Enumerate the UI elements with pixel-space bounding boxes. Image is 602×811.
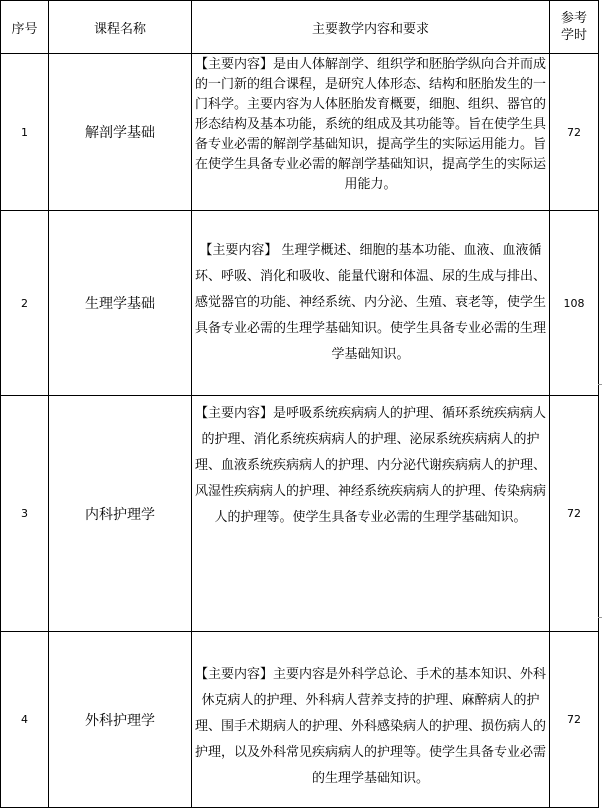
table-row: [1, 211, 599, 396]
table-row: [1, 632, 599, 808]
header-hours: [550, 1, 599, 54]
course-content: 【主要内容】是由人体解剖学、组织学和胚胎学纵向合并而成的一门新的组合课程，是研究人体形态、结构和胚胎发生的一门科学。主要内容为人体胚胎发育概要，细胞、组织、器官的形态结构及基本功能，系统的组成及其功能等。旨在使学生具备专业必需的解剖学基础知识，提高学生的实际运用能力。旨在使学生具备专业必需的解剖学基础知识，提高学生的实际运用能力。: [194, 57, 546, 192]
course-hours: 108: [550, 211, 599, 396]
course-name: 解剖学基础: [49, 54, 192, 211]
header-content: 主要教学内容和要求: [192, 1, 550, 54]
header-hours-line1: 参考: [560, 11, 587, 26]
row-number: 2: [1, 211, 49, 396]
table-header-row: [1, 1, 599, 54]
course-hours: 72: [550, 54, 599, 211]
course-hours: 72: [550, 396, 599, 632]
table-edge-mark: [598, 617, 602, 618]
course-name: 外科护理学: [49, 632, 192, 808]
course-content: 【主要内容】 生理学概述、细胞的基本功能、血液、血液循环、呼吸、消化和吸收、能量代谢和体温、尿的生成与排出、感觉器官的功能、神经系统、内分泌、生殖、衰老等，使学生具备专业必需的生理学基础知识。使学生具备专业必需的生理学基础知识。: [194, 243, 546, 362]
header-no: 序号: [1, 1, 49, 54]
row-number: 4: [1, 632, 49, 808]
course-name: 内科护理学: [49, 396, 192, 632]
table-edge-mark: [598, 384, 602, 385]
course-hours: 72: [550, 632, 599, 808]
course-content: 【主要内容】是呼吸系统疾病病人的护理、循环系统疾病病人的护理、消化系统疾病病人的护理、泌尿系统疾病病人的护理、血液系统疾病病人的护理、内分泌代谢疾病病人的护理、风湿性疾病病人的护理、神经系统疾病病人的护理、传染病病人的护理等。使学生具备专业必需的生理学基础知识。: [194, 406, 546, 525]
table-row: [1, 396, 599, 632]
header-hours-line2: 学时: [560, 28, 587, 43]
course-content-cell: [192, 54, 550, 211]
course-content: 【主要内容】主要内容是外科学总论、手术的基本知识、外科休克病人的护理、外科病人营养支持的护理、麻醉病人的护理、围手术期病人的护理、外科感染病人的护理、损伤病人的护理，以及外科常见疾病病人的护理等。使学生具备专业必需的生理学基础知识。: [194, 666, 546, 786]
course-content-cell: [192, 632, 550, 808]
course-name: 生理学基础: [49, 211, 192, 396]
course-content-cell: [192, 396, 550, 632]
header-course-name: 课程名称: [49, 1, 192, 54]
row-number: 3: [1, 396, 49, 632]
row-number: 1: [1, 54, 49, 211]
course-content-cell: [192, 211, 550, 396]
table-row: [1, 54, 599, 211]
